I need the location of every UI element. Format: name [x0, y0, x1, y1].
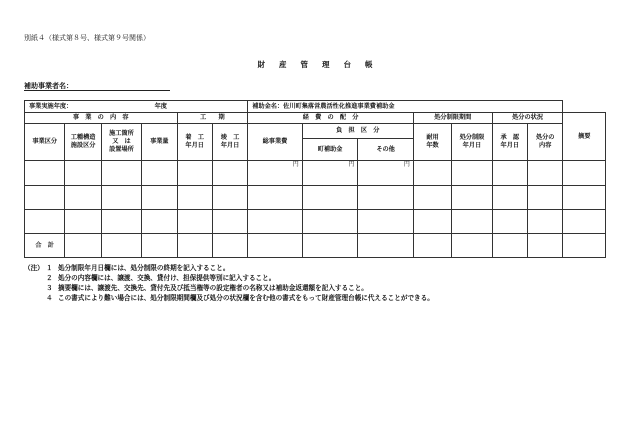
disposal-status-header: 処分の状況 [492, 113, 563, 124]
remarks-header: 摘要 [563, 113, 606, 161]
title-char: 産 [279, 60, 287, 69]
note-number: ４ [46, 294, 53, 302]
limit-date-header: 処分制限 年月日 [452, 124, 492, 161]
project-type-header: 事業区分 [25, 124, 65, 161]
reference-note: 別紙４（様式第８号、様式第９号関係） [24, 34, 150, 42]
note-number: １ [46, 264, 53, 272]
start-date-header: 着 工 年月日 [177, 124, 212, 161]
fiscal-year-row [25, 101, 606, 113]
property-ledger-table [24, 100, 606, 258]
fiscal-year-label: 事業実施年度： [29, 102, 73, 110]
cost-allocation-header: 経 費 の 配 分 [248, 113, 414, 124]
subsidiary-business-field[interactable] [24, 90, 170, 91]
work-type-header: 工種構造 施設区分 [65, 124, 101, 161]
other-header: その他 [358, 139, 414, 161]
table-row [25, 210, 606, 234]
title-char: 台 [343, 60, 351, 69]
subsidiary-business-label: 補助事業者名： [24, 82, 73, 90]
useful-life-header: 耐用 年数 [413, 124, 451, 161]
disposal-content-header: 処分の 内容 [528, 124, 563, 161]
notes-label: （注） [24, 264, 44, 272]
other-unit: 円 [358, 161, 414, 186]
burden-split-header: 負 担 区 分 [302, 124, 413, 139]
project-content-header: 事 業 の 内 容 [25, 113, 178, 124]
fiscal-year-cell[interactable] [25, 101, 248, 113]
subsidy-name: 補助金名：佐川町集落営農活性化推進事業費補助金 [248, 101, 563, 113]
note-text: この書式により難い場合には、処分制限期間欄及び処分の状況欄を含む他の書式をもって財産管理台帳に代えることができる。 [58, 294, 434, 302]
title-char: 帳 [365, 60, 373, 69]
burden-header-row [25, 124, 606, 139]
note-text: 摘要欄には、譲渡先、交換先、貸付先及び抵当権等の設定権者の名称又は補助金返還額を記入すること。 [58, 284, 368, 292]
note-number: ２ [46, 274, 53, 282]
town-subsidy-header: 町補助金 [302, 139, 358, 161]
title-char: 理 [322, 60, 330, 69]
document-title [0, 59, 630, 70]
completion-date-header: 竣 工 年月日 [212, 124, 247, 161]
total-cost-unit: 円 [248, 161, 303, 186]
total-cost-header: 総事業費 [248, 124, 303, 161]
approval-date-header: 承 認 年月日 [492, 124, 527, 161]
table-row [25, 186, 606, 210]
title-char: 管 [300, 60, 308, 69]
title-char: 財 [257, 60, 265, 69]
fiscal-year-suffix: 年度 [154, 102, 167, 110]
total-row [25, 234, 606, 258]
quantity-header: 事業量 [142, 124, 177, 161]
note-text: 処分制限年月日欄には、処分制限の終期を記入すること。 [58, 264, 230, 272]
table-row [25, 161, 606, 186]
location-header: 施工箇所 又 は 設置場所 [101, 124, 141, 161]
construction-period-header: 工 期 [177, 113, 248, 124]
note-text: 処分の内容欄には、譲渡、交換、貸付け、担保提供等別に記入すること。 [58, 274, 276, 282]
town-subsidy-unit: 円 [302, 161, 358, 186]
total-label: 合 計 [25, 234, 65, 258]
group-header-row [25, 113, 606, 124]
disposal-period-header: 処分制限期間 [413, 113, 492, 124]
note-number: ３ [46, 284, 53, 292]
